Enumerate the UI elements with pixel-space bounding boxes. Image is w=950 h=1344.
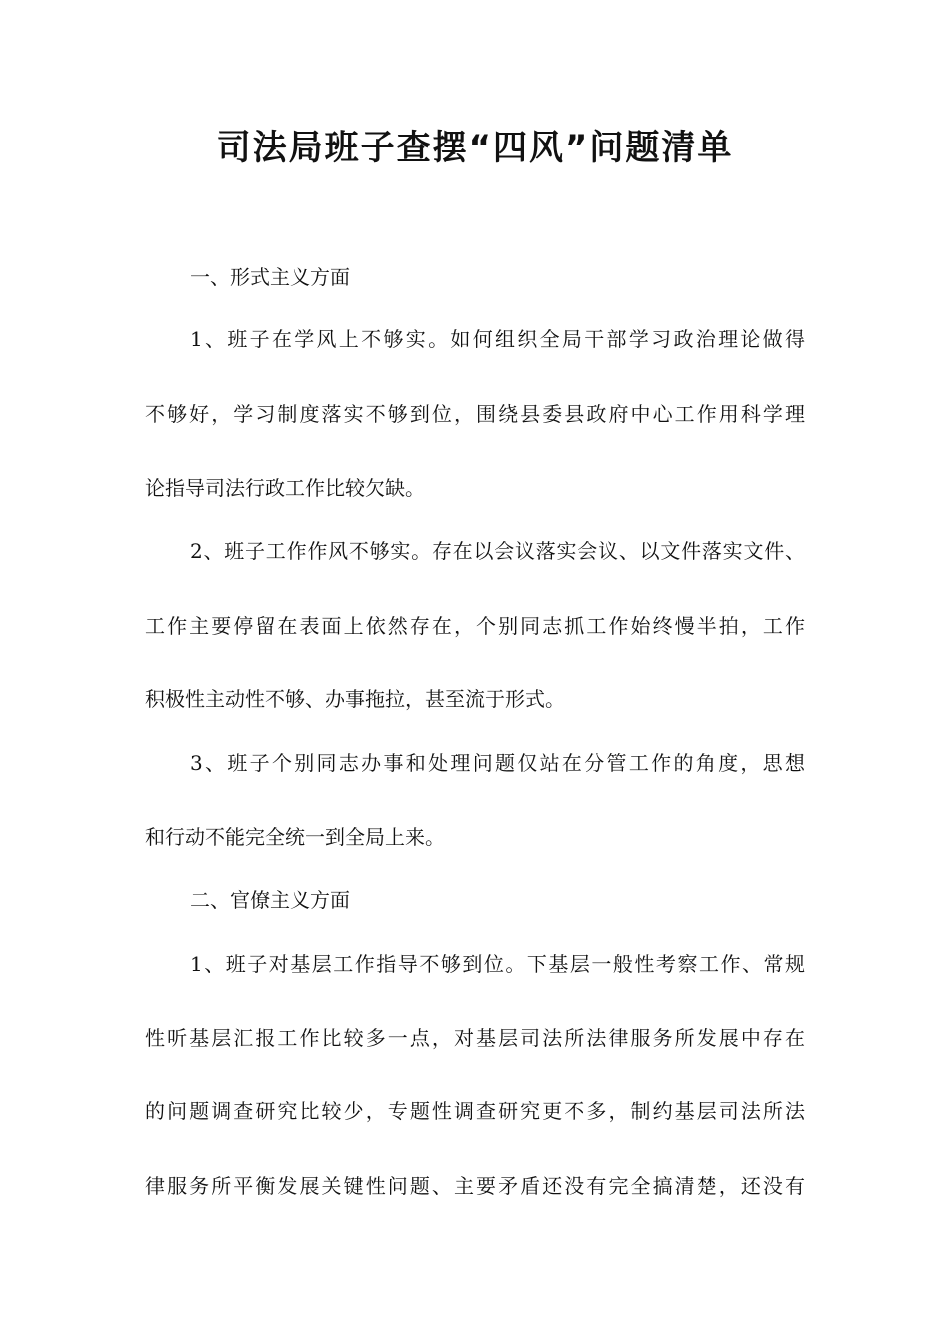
paragraph-line: 律服务所平衡发展关键性问题、主要矛盾还没有完全搞清楚，还没有 <box>145 1174 805 1198</box>
section-heading: 二、官僚主义方面 <box>190 888 350 912</box>
paragraph-line: 论指导司法行政工作比较欠缺。 <box>145 476 425 500</box>
paragraph-line: 积极性主动性不够、办事拖拉，甚至流于形式。 <box>145 687 565 711</box>
document-title: 司法局班子查摆“四风”问题清单 <box>216 128 734 168</box>
section-heading: 一、形式主义方面 <box>190 265 350 289</box>
paragraph-line: 和行动不能完全统一到全局上来。 <box>145 825 445 849</box>
paragraph-line: 的问题调查研究比较少，专题性调查研究更不多，制约基层司法所法 <box>145 1099 805 1123</box>
paragraph-line: 不够好，学习制度落实不够到位，围绕县委县政府中心工作用科学理 <box>145 402 805 426</box>
paragraph-line: 性听基层汇报工作比较多一点，对基层司法所法律服务所发展中存在 <box>145 1026 805 1050</box>
paragraph-line: 1、班子在学风上不够实。如何组织全局干部学习政治理论做得 <box>190 327 805 351</box>
paragraph-line: 3、班子个别同志办事和处理问题仅站在分管工作的角度，思想 <box>190 751 805 775</box>
paragraph-line: 2、班子工作作风不够实。存在以会议落实会议、以文件落实文件、 <box>190 539 805 563</box>
paragraph-line: 1、班子对基层工作指导不够到位。下基层一般性考察工作、常规 <box>190 952 805 976</box>
paragraph-line: 工作主要停留在表面上依然存在，个别同志抓工作始终慢半拍，工作 <box>145 614 805 638</box>
